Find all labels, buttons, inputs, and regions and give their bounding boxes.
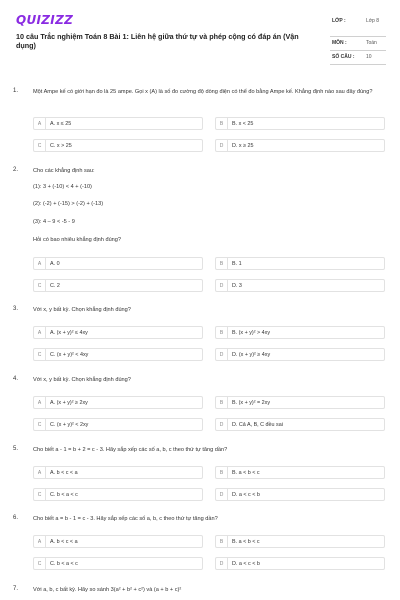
statement-line: Hỏi có bao nhiêu khẳng định đúng? [33,237,122,243]
question-number: 3. [13,306,19,312]
option-b[interactable] [215,257,385,270]
worksheet-meta [330,15,386,65]
option-text: D. 3 [232,283,242,289]
option-text: A. x ≤ 25 [50,121,72,127]
option-letter: A [34,327,46,339]
question-number: 6. [13,515,19,521]
option-d[interactable] [215,418,385,431]
option-letter: D [216,349,228,361]
option-letter: D [216,558,228,570]
statement-line: (1): 3 + (-10) < 4 + (-10) [33,184,92,190]
option-letter: D [216,140,228,152]
meta-row-subject [330,37,386,51]
meta-row-count [330,51,386,65]
question-text: Với a, b, c bất kỳ. Hãy so sánh 3(a² + b² + c²) và (a + b + c)² [33,587,182,593]
option-letter: A [34,258,46,270]
option-d[interactable] [215,348,385,361]
option-d[interactable] [215,557,385,570]
question-number: 2. [13,167,19,173]
option-text: D. x ≥ 25 [232,143,254,149]
option-text: A. b < c < a [50,539,78,545]
option-letter: A [34,467,46,479]
statement-line: (2): (-2) + (-15) > (-2) + (-13) [33,201,104,207]
option-text: A. (x + y)² ≥ 2xy [50,400,88,406]
option-c[interactable] [33,348,203,361]
option-b[interactable] [215,396,385,409]
option-text: B. (x + y)² > 4xy [232,330,271,336]
option-c[interactable] [33,139,203,152]
meta-value: Toán [366,40,377,46]
option-text: D. (x + y)² ≥ 4xy [232,352,271,358]
question-text: Cho biết a - 1 = b + 2 = c - 3. Hãy sắp xếp các số a, b, c theo thứ tự tăng dần? [33,447,228,453]
option-d[interactable] [215,279,385,292]
option-a[interactable] [33,466,203,479]
question-text: Với x, y bất kỳ. Chọn khẳng định đúng? [33,377,131,383]
option-c[interactable] [33,418,203,431]
worksheet-header [0,0,400,72]
option-text: B. x < 25 [232,121,254,127]
option-text: A. b < c < a [50,470,78,476]
option-letter: B [216,118,228,130]
option-text: C. 2 [50,283,60,289]
option-b[interactable] [215,535,385,548]
option-d[interactable] [215,139,385,152]
meta-key: MÔN : [332,40,347,46]
quizizz-logo: QUIZIZZ [16,13,74,27]
option-letter: A [34,397,46,409]
option-letter: D [216,489,228,501]
option-b[interactable] [215,117,385,130]
question-number: 4. [13,376,19,382]
option-letter: C [34,280,46,292]
option-letter: B [216,397,228,409]
option-letter: D [216,419,228,431]
option-text: B. a < b < c [232,470,260,476]
question-text: Cho biết a = b - 1 = c - 3. Hãy sắp xếp các số a, b, c theo thứ tự tăng dần? [33,516,218,522]
option-d[interactable] [215,488,385,501]
option-letter: A [34,536,46,548]
option-text: B. 1 [232,261,242,267]
question-text: Với x, y bất kỳ. Chọn khẳng định đúng? [33,307,131,313]
meta-key: SỐ CÂU : [332,54,355,60]
option-a[interactable] [33,326,203,339]
option-a[interactable] [33,396,203,409]
option-text: D. a < c < b [232,561,260,567]
option-letter: B [216,258,228,270]
option-letter: C [34,489,46,501]
meta-value: 10 [366,54,372,60]
question-text: Cho các khẳng định sau: [33,168,95,174]
option-text: C. x > 25 [50,143,72,149]
option-letter: B [216,327,228,339]
option-c[interactable] [33,557,203,570]
question-text: Một Ampe kế có giới hạn đo là 25 ampe. Gọi x (A) là số đo cường độ dòng điện có thể đo bằng Ampe kế. Khẳng định nào sau đây đúng? [33,89,373,95]
option-a[interactable] [33,535,203,548]
worksheet-title: 10 câu Trắc nghiệm Toán 8 Bài 1: Liên hệ giữa thứ tự và phép cộng có đáp án (Vận dụng) [16,32,299,50]
option-b[interactable] [215,326,385,339]
option-text: D. Cả A, B, C đều sai [232,422,283,428]
option-a[interactable] [33,257,203,270]
meta-value: Lớp 8 [366,18,380,24]
option-text: C. (x + y)² < 2xy [50,422,89,428]
option-letter: B [216,467,228,479]
question-number: 7. [13,586,19,592]
option-letter: C [34,140,46,152]
question-number: 5. [13,446,19,452]
option-letter: A [34,118,46,130]
option-letter: B [216,536,228,548]
option-text: C. (x + y)² < 4xy [50,352,89,358]
option-a[interactable] [33,117,203,130]
meta-row-class [330,15,386,37]
meta-key: LỚP : [332,18,346,24]
option-text: D. a < c < b [232,492,260,498]
option-text: C. b < a < c [50,492,78,498]
option-text: A. 0 [50,261,60,267]
option-letter: C [34,558,46,570]
option-letter: C [34,419,46,431]
question-number: 1. [13,88,19,94]
option-b[interactable] [215,466,385,479]
option-letter: C [34,349,46,361]
option-letter: D [216,280,228,292]
option-c[interactable] [33,488,203,501]
statement-line: (3): 4 – 9 < -5 - 9 [33,219,75,225]
option-text: B. (x + y)² = 2xy [232,400,271,406]
option-text: A. (x + y)² ≤ 4xy [50,330,88,336]
option-text: B. a < b < c [232,539,260,545]
option-text: C. b < a < c [50,561,78,567]
option-c[interactable] [33,279,203,292]
